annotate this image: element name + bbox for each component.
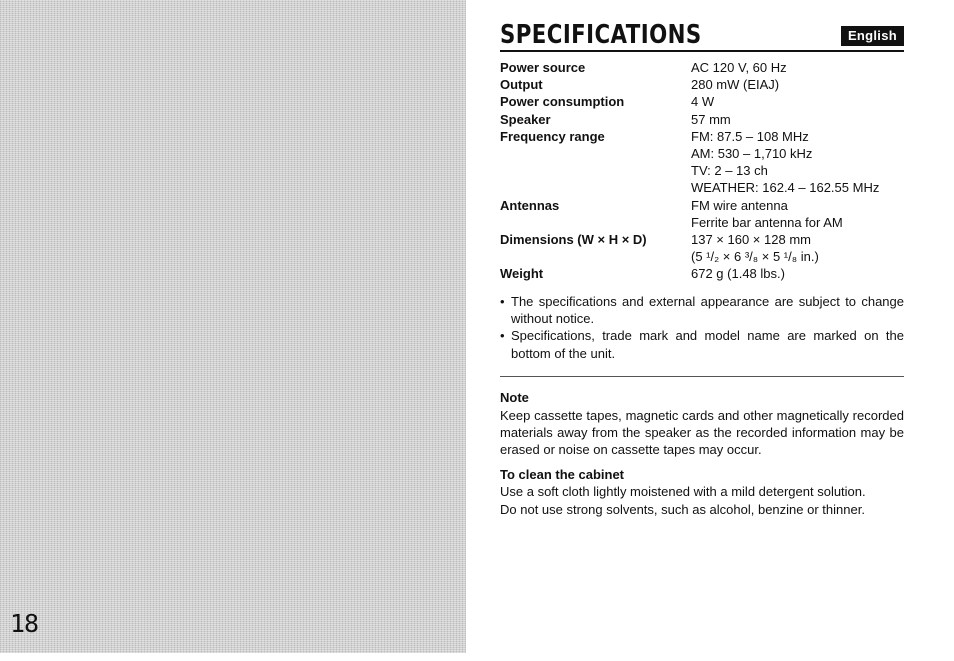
spec-row-dimensions (500, 231, 904, 265)
spec-row-frequency-range (500, 128, 904, 197)
spec-label: Output (500, 77, 543, 93)
bullet-icon: • (500, 328, 505, 344)
page-number: 18 (10, 609, 39, 638)
page-title: SPECIFICATIONS (500, 20, 702, 50)
list-item (500, 327, 904, 362)
spec-label: Speaker (500, 111, 551, 127)
spec-value: TV: 2 – 13 ch (691, 163, 768, 179)
notes-bullets (500, 293, 904, 363)
spec-row-output (500, 76, 904, 93)
spec-value: 137 × 160 × 128 mm (691, 232, 811, 248)
spec-label: Frequency range (500, 128, 605, 144)
spec-value: 280 mW (EIAJ) (691, 77, 780, 93)
spec-value: 4 W (691, 94, 715, 110)
spec-label: Antennas (500, 197, 560, 213)
note-text: Keep cassette tapes, magnetic cards and other magnetically recorded materials away from the speaker as the recorded information may be erased or noise on cassette tapes may occur. (500, 407, 904, 458)
bullet-icon: • (500, 293, 505, 309)
spec-value: 672 g (1.48 lbs.) (691, 266, 785, 282)
spec-value: FM wire antenna (691, 197, 788, 213)
section-divider (500, 376, 904, 377)
note-heading: Note (500, 390, 529, 406)
spec-value: 57 mm (691, 111, 731, 127)
spec-label: Weight (500, 266, 544, 282)
bullet-text: The specifications and external appearance are subject to change without notice. (511, 293, 904, 327)
clean-text-2: Do not use strong solvents, such as alcohol, benzine or thinner. (500, 501, 865, 517)
left-texture-panel (0, 0, 466, 653)
specifications-section (500, 18, 904, 518)
language-badge: English (841, 26, 904, 46)
spec-label: Power source (500, 60, 586, 75)
spec-value: Ferrite bar antenna for AM (691, 214, 843, 230)
spec-value: AM: 530 – 1,710 kHz (691, 146, 813, 162)
spec-label: Power consumption (500, 94, 625, 110)
spec-value: (5 ¹/₂ × 6 ³/₈ × 5 ¹/₈ in.) (691, 249, 819, 265)
clean-text-1: Use a soft cloth lightly moistened with a mild detergent solution. (500, 484, 866, 500)
spec-label: Dimensions (W × H × D) (500, 232, 647, 248)
title-row (500, 18, 904, 52)
list-item (500, 293, 904, 328)
spec-value: AC 120 V, 60 Hz (691, 60, 787, 75)
spec-row-power-source (500, 59, 904, 76)
spec-row-speaker (500, 111, 904, 128)
clean-heading: To clean the cabinet (500, 466, 625, 482)
spec-value: FM: 87.5 – 108 MHz (691, 128, 809, 144)
spec-table (500, 59, 904, 283)
spec-row-weight (500, 265, 904, 282)
spec-value: WEATHER: 162.4 – 162.55 MHz (691, 180, 880, 196)
spec-row-antennas (500, 197, 904, 231)
bullet-text: Specifications, trade mark and model name are marked on the bottom of the unit. (511, 328, 904, 361)
spec-row-power-consumption (500, 93, 904, 110)
